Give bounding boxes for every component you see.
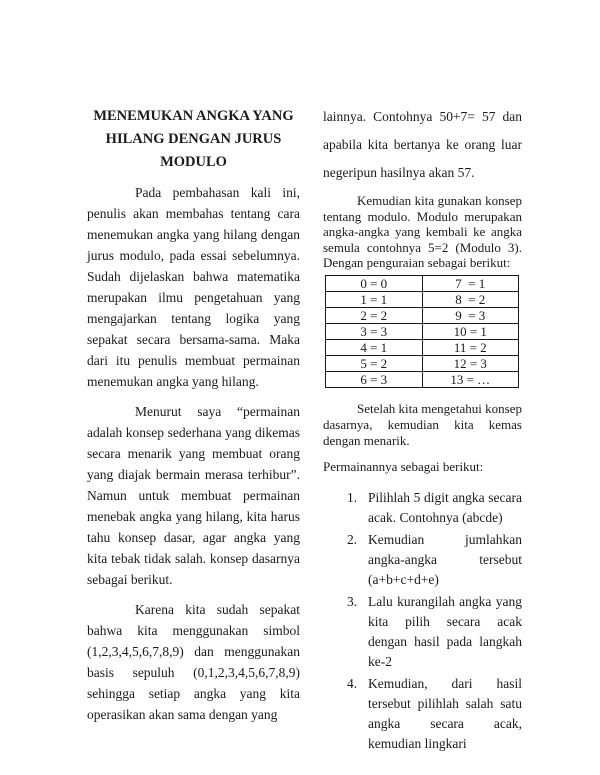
table-row [326, 371, 519, 387]
table-cell: 4 = 1 [326, 339, 423, 355]
table-cell: 12 = 3 [422, 355, 519, 371]
title-line-1: MENEMUKAN ANGKA YANG [93, 108, 294, 124]
table-row [326, 275, 519, 291]
table-row [326, 323, 519, 339]
table-row [326, 291, 519, 307]
paragraph-intro: Pada pembahasan kali ini, penulis akan membahas tentang cara menemukan angka yang hilang dengan jurus modulo, pada essai sebelumnya. Sudah dijelaskan bahwa matematika merupakan ilmu pengetahuan yang mengajarkan tentang logika yang sepakat secara bersama-sama. Maka dari itu penulis membuat permainan menemukan angka yang hilang. [87, 185, 300, 389]
list-item: Kemudian, dari hasil tersebut pilihlah salah satu angka secara acak, kemudian lingkari [368, 675, 522, 751]
list-item: Pilihlah 5 digit angka secara acak. Contohnya (abcde) [368, 489, 522, 525]
title-line-2: HILANG DENGAN JURUS [105, 131, 282, 147]
table-cell: 13 = … [422, 371, 519, 387]
table-cell: 5 = 2 [326, 355, 423, 371]
table-cell: 2 = 2 [326, 307, 423, 323]
left-column [87, 103, 300, 775]
table-cell: 11 = 2 [422, 339, 519, 355]
table-row [326, 339, 519, 355]
paragraph-setelah: Setelah kita mengetahui konsep dasarnya, kemudian kita kemas dengan menarik. [323, 400, 522, 448]
article-title [87, 105, 300, 174]
paragraph-menurut: Menurut saya “permainan adalah konsep sederhana yang dikemas secara menarik yang membuat orang yang diajak bermain merasa terhibur”. Namun untuk membuat permainan menebak angka yang hilang, kita harus tahu konsep dasar, agar angka yang kita tebak tidak salah. konsep dasarnya sebagai berikut. [87, 404, 300, 587]
list-item: Lalu kurangilah angka yang kita pilih secara acak dengan hasil pada langkah ke-2 [368, 593, 522, 669]
table-cell: 7 = 1 [422, 275, 519, 291]
paragraph-continuation: lainnya. Contohnya 50+7= 57 dan apabila kita bertanya ke orang luar negeripun hasilnya akan 57. [323, 109, 522, 180]
table-cell: 8 = 2 [422, 291, 519, 307]
table-cell: 0 = 0 [326, 275, 423, 291]
table-cell: 3 = 3 [326, 323, 423, 339]
table-row [326, 355, 519, 371]
paragraph-karena: Karena kita sudah sepakat bahwa kita menggunakan simbol (1,2,3,4,5,6,7,8,9) dan menggunakan basis sepuluh (0,1,2,3,4,5,6,7,8,9) sehingga setiap angka yang kita operasikan akan sama dengan yang [87, 602, 300, 722]
right-column [323, 103, 522, 775]
table-cell: 9 = 3 [422, 307, 519, 323]
modulo-table [325, 275, 519, 388]
game-steps-list [323, 488, 522, 754]
table-cell: 6 = 3 [326, 371, 423, 387]
table-cell: 1 = 1 [326, 291, 423, 307]
title-line-3: MODULO [160, 154, 227, 170]
paragraph-modulo: Kemudian kita gunakan konsep tentang modulo. Modulo merupakan angka-angka yang kembali ke angka semula contohnya 5=2 (Modulo 3). Dengan penguraian sebagai berikut: [323, 193, 522, 270]
table-cell: 10 = 1 [422, 323, 519, 339]
list-item: Kemudian jumlahkan angka-angka tersebut (a+b+c+d+e) [368, 531, 522, 587]
table-row [326, 307, 519, 323]
list-intro: Permainannya sebagai berikut: [323, 458, 484, 474]
